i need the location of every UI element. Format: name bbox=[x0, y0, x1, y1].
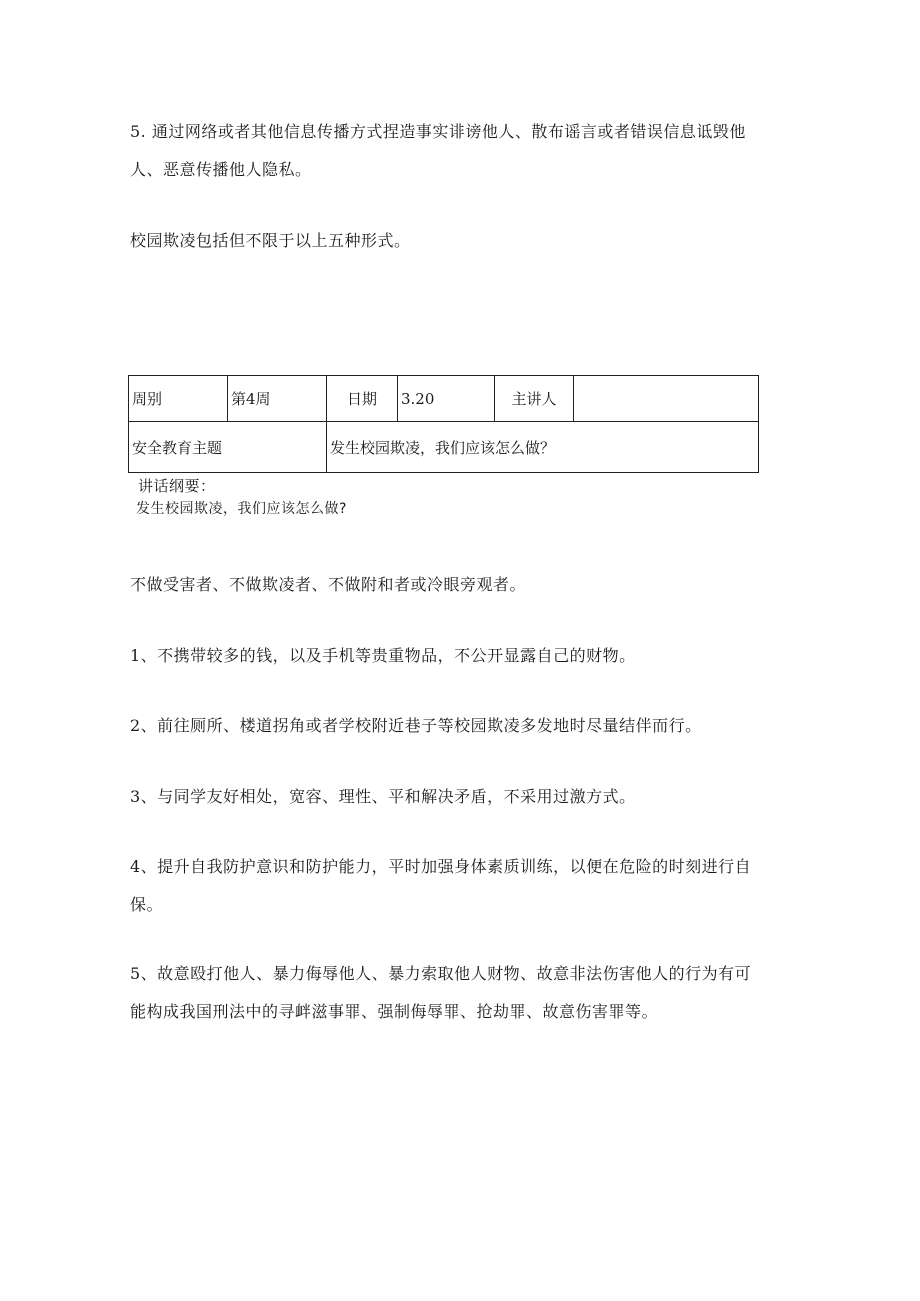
body-lead: 不做受害者、不做欺凌者、不做附和者或冷眼旁观者。 bbox=[130, 575, 527, 594]
list-item: 5、故意殴打他人、暴力侮辱他人、暴力索取他人财物、故意非法伤害他人的行为有可能构成我国刑法中的寻衅滋事罪、强制侮辱罪、抢劫罪、故意伤害罪等。 bbox=[130, 964, 752, 1021]
outline-title: 发生校园欺凌，我们应该怎么做? bbox=[136, 501, 347, 517]
speaker-value bbox=[574, 376, 759, 422]
week-label: 周别 bbox=[129, 376, 228, 422]
date-value: 3.20 bbox=[398, 376, 495, 422]
outline-label: 讲话纲要： bbox=[138, 477, 216, 495]
list-item: 3、与同学友好相处，宽容、理性、平和解决矛盾，不采用过激方式。 bbox=[130, 787, 636, 806]
topic-value: 发生校园欺凌，我们应该怎么做？ bbox=[327, 422, 759, 473]
intro-summary: 校园欺凌包括但不限于以上五种形式。 bbox=[130, 231, 411, 250]
list-item: 4、提升自我防护意识和防护能力，平时加强身体素质训练，以便在危险的时刻进行自保。 bbox=[130, 857, 752, 914]
topic-label: 安全教育主题 bbox=[129, 422, 327, 473]
info-table bbox=[128, 375, 759, 473]
list-item: 1、不携带较多的钱，以及手机等贵重物品，不公开显露自己的财物。 bbox=[130, 646, 636, 665]
table-row bbox=[129, 376, 759, 422]
week-value: 第4周 bbox=[228, 376, 327, 422]
list-item: 2、前往厕所、楼道拐角或者学校附近巷子等校园欺凌多发地时尽量结伴而行。 bbox=[130, 716, 702, 735]
speaker-label: 主讲人 bbox=[495, 376, 574, 422]
intro-item-5: 5. 通过网络或者其他信息传播方式捏造事实诽谤他人、散布谣言或者错误信息诋毁他人、恶意传播他人隐私。 bbox=[130, 122, 746, 179]
table-row bbox=[129, 422, 759, 473]
date-label: 日期 bbox=[327, 376, 398, 422]
